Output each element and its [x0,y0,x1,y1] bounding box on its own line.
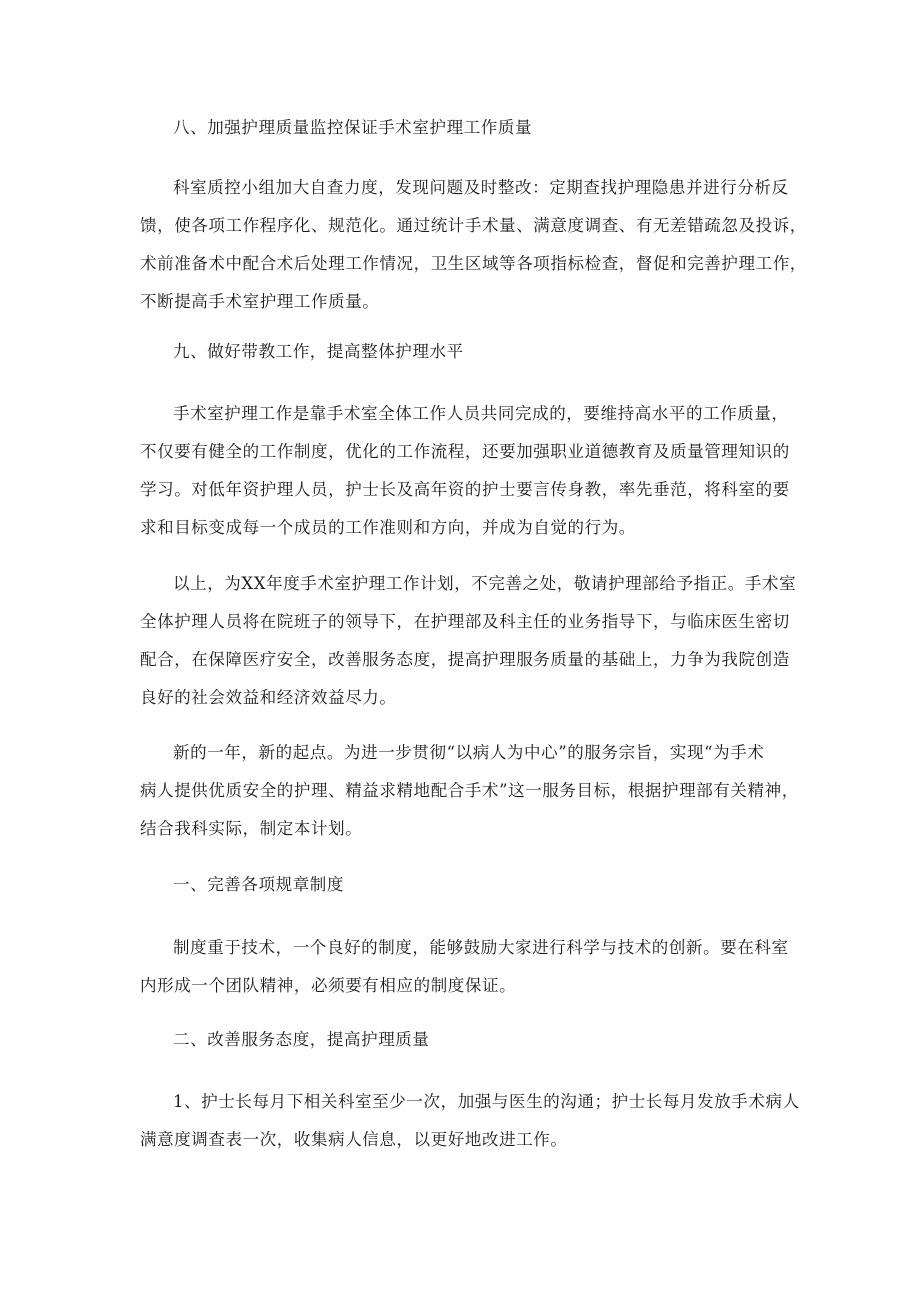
paragraph-line: 内形成一个团队精神，必须要有相应的制度保证。 [140,976,517,995]
paragraph-line: 全体护理人员将在院班子的领导下，在护理部及科主任的业务指导下，与临床医生密切 [140,612,790,631]
section-heading-8: 八、加强护理质量监控保证手术室护理工作质量 [173,118,533,137]
paragraph-regulations [140,929,800,1005]
paragraph-line: 不断提高手术室护理工作质量。 [140,292,380,311]
paragraph-line: 馈，使各项工作程序化、规范化。通过统计手术量、满意度调查、有无差错疏忽及投诉， [140,216,807,235]
paragraph-teaching [140,395,800,547]
section-heading-9: 九、做好带教工作，提高整体护理水平 [173,342,464,361]
paragraph-line: 病人提供优质安全的护理、精益求精地配合手术”这一服务目标，根据护理部有关精神， [140,781,799,800]
paragraph-line: 手术室护理工作是靠手术室全体工作人员共同完成的，要维持高水平的工作质量， [173,404,789,423]
paragraph-conclusion [140,565,800,717]
paragraph-service-item-1 [140,1083,800,1159]
paragraph-quality-control [140,169,807,321]
paragraph-line: 满意度调查表一次，收集病人信息，以更好地改进工作。 [140,1130,568,1149]
section-heading-1: 一、完善各项规章制度 [173,875,344,894]
paragraph-line: 术前准备术中配合术后处理工作情况，卫生区域等各项指标检查，督促和完善护理工作， [140,254,807,273]
paragraph-line: 良好的社会效益和经济效益尽力。 [140,688,397,707]
paragraph-line: 不仅要有健全的工作制度，优化的工作流程，还要加强职业道德教育及质量管理知识的 [140,442,790,461]
paragraph-line: 制度重于技术，一个良好的制度，能够鼓励大家进行科学与技术的创新。要在科室 [173,938,789,957]
paragraph-new-year [140,734,800,848]
paragraph-line: 新的一年，新的起点。为进一步贯彻“以病人为中心”的服务宗旨，实现“为手术 [173,743,765,762]
paragraph-line: 学习。对低年资护理人员，护士长及高年资的护士要言传身教，率先垂范，将科室的要 [140,480,790,499]
paragraph-line: 求和目标变成每一个成员的工作准则和方向，并成为自觉的行为。 [140,518,636,537]
paragraph-line: 科室质控小组加大自查力度，发现问题及时整改：定期查找护理隐患并进行分析反 [173,178,789,197]
paragraph-line: 配合，在保障医疗安全，改善服务态度，提高护理服务质量的基础上，力争为我院创造 [140,650,790,669]
paragraph-line: 结合我科实际，制定本计划。 [140,819,363,838]
paragraph-line: 1、护士长每月下相关科室至少一次，加强与医生的沟通；护士长每月发放手术病人 [173,1092,800,1111]
paragraph-line: 以上，为XX年度手术室护理工作计划，不完善之处，敬请护理部给予指正。手术室 [173,574,797,593]
section-heading-2: 二、改善服务态度，提高护理质量 [173,1030,430,1049]
